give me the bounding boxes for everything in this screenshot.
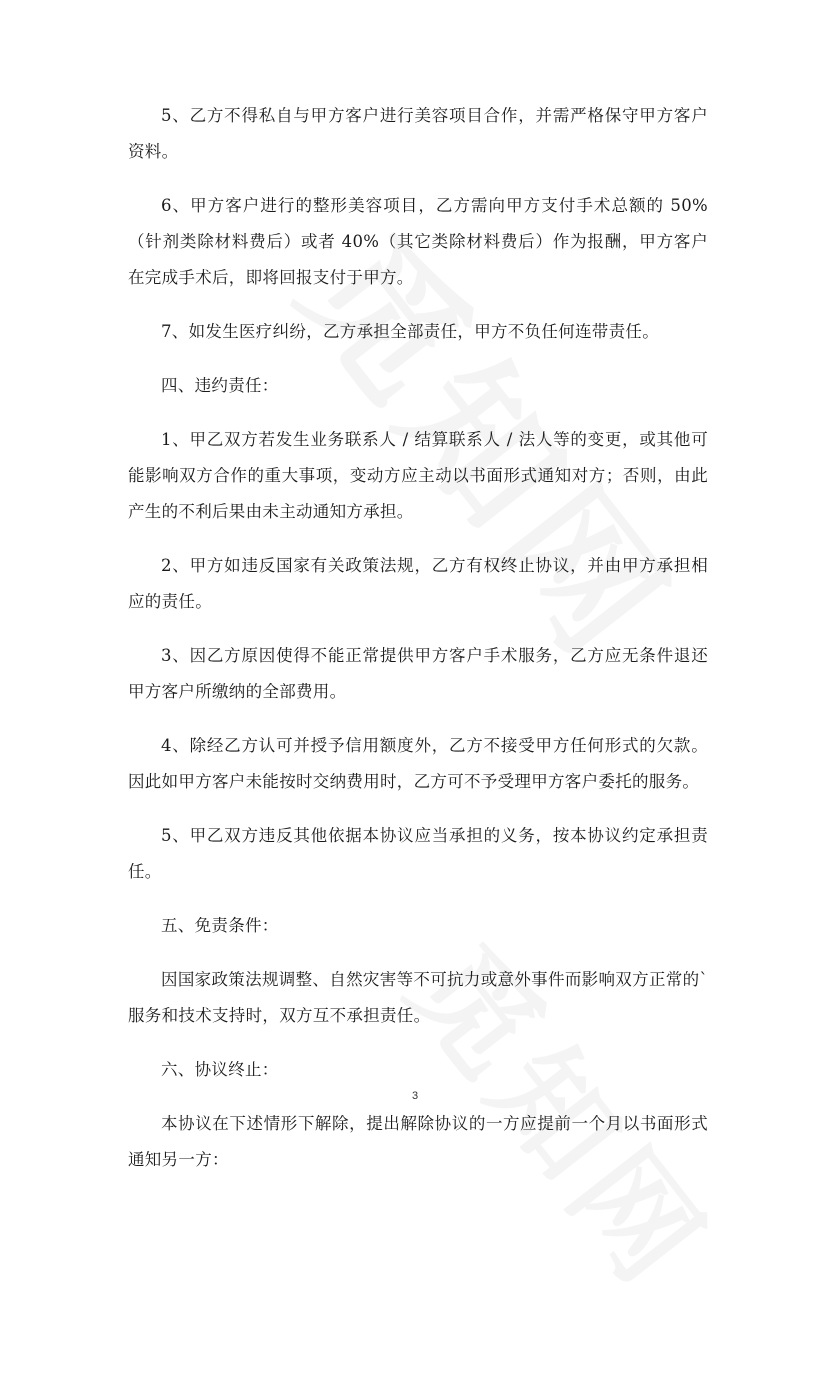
clause-5: 5、乙方不得私自与甲方客户进行美容项目合作，并需严格保守甲方客户资料。 [128,106,708,161]
clause-6: 6、甲方客户进行的整形美容项目，乙方需向甲方支付手术总额的 50%（针剂类除材料费后）或者 40%（其它类除材料费后）作为报酬，甲方客户在完成手术后，即将回报支付于甲方。 [128,196,708,287]
clause-7: 7、如发生医疗纠纷，乙方承担全部责任，甲方不负任何连带责任。 [161,322,659,341]
document-body [128,98,708,1196]
breach-clause-3: 3、因乙方原因使得不能正常提供甲方客户手术服务，乙方应无条件退还甲方客户所缴纳的全部费用。 [128,646,708,701]
breach-clause-4: 4、除经乙方认可并授予信用额度外，乙方不接受甲方任何形式的欠款。因此如甲方客户未能按时交纳费用时，乙方可不予受理甲方客户委托的服务。 [128,736,708,791]
section-heading-termination: 六、协议终止： [161,1060,279,1079]
section-heading-breach: 四、违约责任： [161,376,279,395]
breach-clause-1: 1、甲乙双方若发生业务联系人 / 结算联系人 / 法人等的变更，或其他可能影响双方合作的重大事项，变动方应主动以书面形式通知对方；否则，由此产生的不利后果由未主动通知方承担。 [128,430,708,521]
exemption-clause: 因国家政策法规调整、自然灾害等不可抗力或意外事件而影响双方正常的`服务和技术支持时，双方互不承担责任。 [128,970,708,1025]
termination-clause: 本协议在下述情形下解除，提出解除协议的一方应提前一个月以书面形式通知另一方： [128,1114,708,1169]
breach-clause-5: 5、甲乙双方违反其他依据本协议应当承担的义务，按本协议约定承担责任。 [128,826,708,881]
breach-clause-2: 2、甲方如违反国家有关政策法规，乙方有权终止协议，并由甲方承担相应的责任。 [128,556,708,611]
page-number: 3 [411,1090,419,1102]
section-heading-exemption: 五、免责条件： [161,916,279,935]
